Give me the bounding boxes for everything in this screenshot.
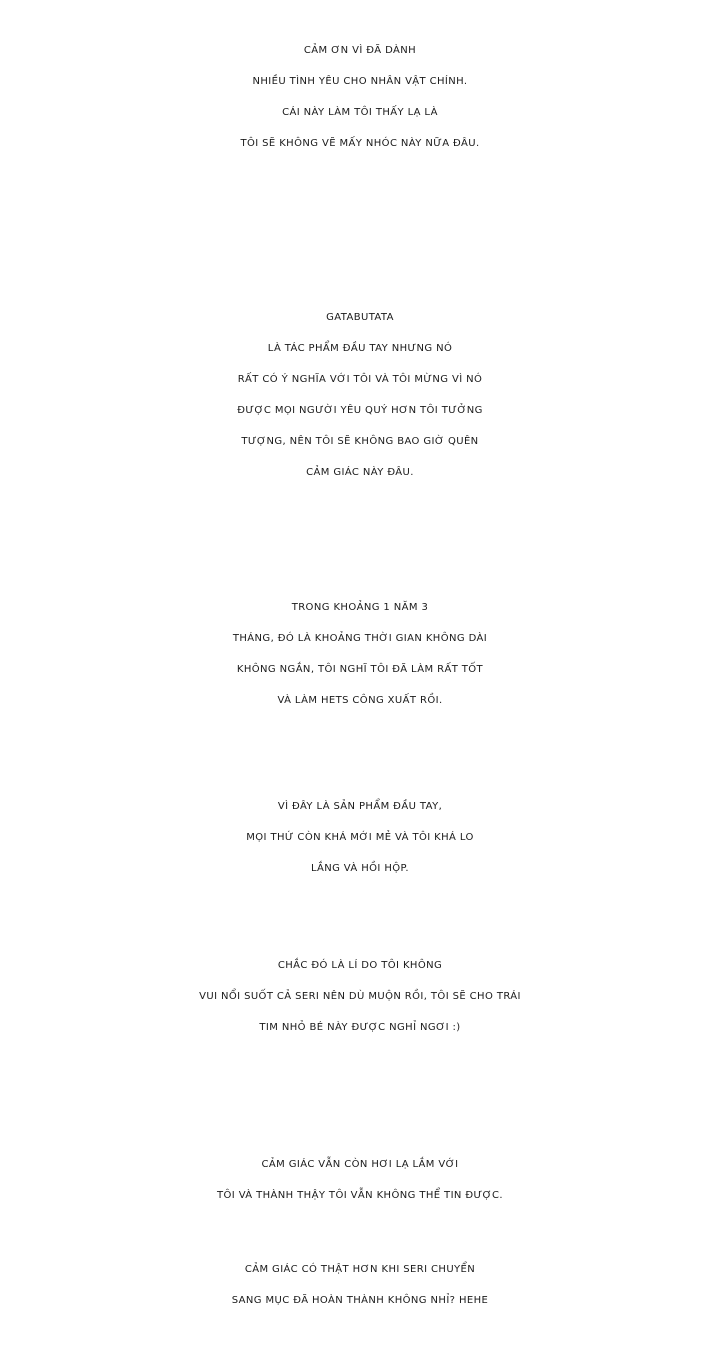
text-line: VÌ ĐÂY LÀ SẢN PHẨM ĐẦU TAY, — [277, 801, 443, 812]
paragraph-gatabutata — [0, 302, 720, 488]
paragraph-rest — [0, 950, 720, 1043]
text-line: TRONG KHOẢNG 1 NĂM 3 — [291, 602, 429, 613]
text-line: CẢM GIÁC VẪN CÒN HƠI LẠ LẮM VỚI — [261, 1159, 459, 1170]
text-line: ĐƯỢC MỌI NGƯỜI YÊU QUÝ HƠN TÔI TƯỞNG — [237, 405, 483, 416]
text-line: LẮNG VÀ HỒI HỘP. — [310, 863, 409, 874]
text-line: THÁNG, ĐÓ LÀ KHOẢNG THỜI GIAN KHÔNG DÀI — [232, 633, 488, 644]
paragraph-duration — [0, 592, 720, 716]
paragraph-first-work — [0, 791, 720, 884]
text-line: VUI NỔI SUỐT CẢ SERI NÊN DÙ MUỘN RỒI, TÔI SẼ CHO TRÁI — [199, 991, 521, 1002]
text-line: GATABUTATA — [326, 312, 394, 323]
paragraph-thanks — [0, 35, 720, 159]
paragraph-feeling — [0, 1149, 720, 1211]
text-line: TÔI VÀ THÀNH THẬY TÔI VẪN KHÔNG THỂ TIN ĐƯỢC. — [217, 1190, 503, 1201]
text-line: TƯỢNG, NÊN TÔI SẼ KHÔNG BAO GIỜ QUÊN — [241, 436, 479, 447]
text-line: TÔI SẼ KHÔNG VẼ MẤY NHÓC NÀY NỮA ĐÂU. — [240, 138, 480, 149]
text-line: MỌI THỨ CÒN KHÁ MỚI MẺ VÀ TÔI KHÁ LO — [246, 832, 474, 843]
text-line: NHIỀU TÌNH YÊU CHO NHÂN VẬT CHÍNH. — [252, 76, 468, 87]
text-line: TIM NHỎ BÉ NÀY ĐƯỢC NGHỈ NGƠI :) — [259, 1022, 461, 1033]
text-line: CÁI NÀY LÀM TÔI THẤY LẠ LÀ — [282, 107, 438, 118]
text-line: CẢM ƠN VÌ ĐÃ DÀNH — [303, 45, 417, 56]
text-line: VÀ LÀM HETS CÔNG XUẤT RỒI. — [277, 695, 443, 706]
text-line: SANG MỤC ĐÃ HOÀN THÀNH KHÔNG NHỈ? HEHE — [231, 1295, 489, 1306]
text-line: RẤT CÓ Ý NGHĨA VỚI TÔI VÀ TÔI MỪNG VÌ NÓ — [237, 374, 483, 385]
text-line: CẢM GIÁC NÀY ĐÂU. — [306, 467, 414, 478]
text-line: KHÔNG NGẮN, TÔI NGHĨ TÔI ĐÃ LÀM RẤT TỐT — [236, 664, 484, 675]
text-line: LÀ TÁC PHẨM ĐẦU TAY NHƯNG NÓ — [267, 343, 453, 354]
text-line: CHẮC ĐÓ LÀ LÍ DO TÔI KHÔNG — [277, 960, 443, 971]
text-line: CẢM GIÁC CÓ THẬT HƠN KHI SERI CHUYỂN — [244, 1264, 476, 1275]
paragraph-completed — [0, 1254, 720, 1316]
